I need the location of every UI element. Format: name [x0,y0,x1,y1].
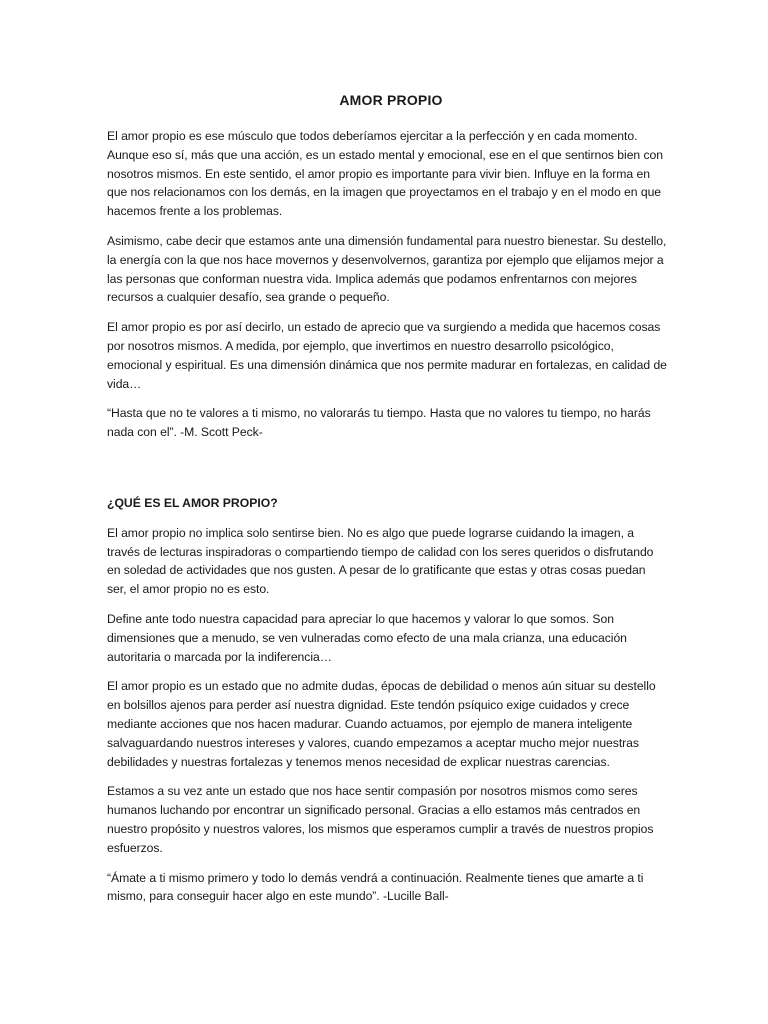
intro-paragraph-2: Asimismo, cabe decir que estamos ante una dimensión fundamental para nuestro bienestar. Su destello, la energía con la que nos hace movernos y desenvolvernos, garantiza por ejemplo que elijamos mejor a las personas que conforman nuestra vida. Implica además que podamos enfrentarnos con mejores recursos a cualquier desafío, sea grande o pequeño. [107,233,667,305]
document-body [107,92,667,917]
section-paragraph-2: Define ante todo nuestra capacidad para apreciar lo que hacemos y valorar lo que somos. Son dimensiones que a menudo, se ven vulneradas como efecto de una mala crianza, una educación autoritaria o marcada por la indiferencia… [107,611,627,664]
section-heading: ¿QUÉ ES EL AMOR PROPIO? [107,495,278,510]
intro-paragraph-3: El amor propio es por así decirlo, un estado de aprecio que va surgiendo a medida que hacemos cosas por nosotros mismos. A medida, por ejemplo, que invertimos en nuestro desarrollo psicológico, emocional y espiritual. Es una dimensión dinámica que nos permite madurar en fortalezas, en calidad de vida… [107,320,667,391]
section-spacer [107,453,667,494]
section-paragraph-4: Estamos a su vez ante un estado que nos hace sentir compasión por nosotros mismos como seres humanos luchando por encontrar un significado personal. Gracias a ello estamos más centrados en nuestro propósito y nuestros valores, los mismos que esperamos cumplir a través de nuestros propios esfuerzos. [107,784,654,855]
intro-quote: “Hasta que no te valores a ti mismo, no valorarás tu tiempo. Hasta que no valores tu tiempo, no harás nada con el”. -M. Scott Peck- [107,406,651,440]
section-paragraph-1: El amor propio no implica solo sentirse bien. No es algo que puede lograrse cuidando la imagen, a través de lecturas inspiradoras o compartiendo tiempo de calidad con los seres queridos o disfrutando en soledad de actividades que nos gusten. A pesar de lo gratificante que estas y otras cosas puedan ser, el amor propio no es esto. [107,525,654,597]
section-quote: “Ámate a ti mismo primero y todo lo demás vendrá a continuación. Realmente tienes que amarte a ti mismo, para conseguir hacer algo en este mundo”. -Lucille Ball- [107,870,644,904]
document-title: AMOR PROPIO [339,92,443,108]
intro-paragraph-1: El amor propio es ese músculo que todos deberíamos ejercitar a la perfección y en cada momento. Aunque eso sí, más que una acción, es un estado mental y emocional, ese en el que sentirnos bien con nosotros mismos. En este sentido, el amor propio es importante para vivir bien. Influye en la forma en que nos relacionamos con los demás, en la imagen que proyectamos en el trabajo y en el modo en que hacemos frente a los problemas. [107,129,663,219]
section-paragraph-3: El amor propio es un estado que no admite dudas, épocas de debilidad o menos aún situar su destello en bolsillos ajenos para perder así nuestra dignidad. Este tendón psíquico exige cuidados y crece mediante acciones que nos hacen madurar. Cuando actuamos, por ejemplo de manera inteligente salvaguardando nuestros intereses y valores, cuando empezamos a aceptar mucho mejor nuestras debilidades y nuestras fortalezas y tenemos menos necesidad de explicar nuestras carencias. [107,679,656,769]
